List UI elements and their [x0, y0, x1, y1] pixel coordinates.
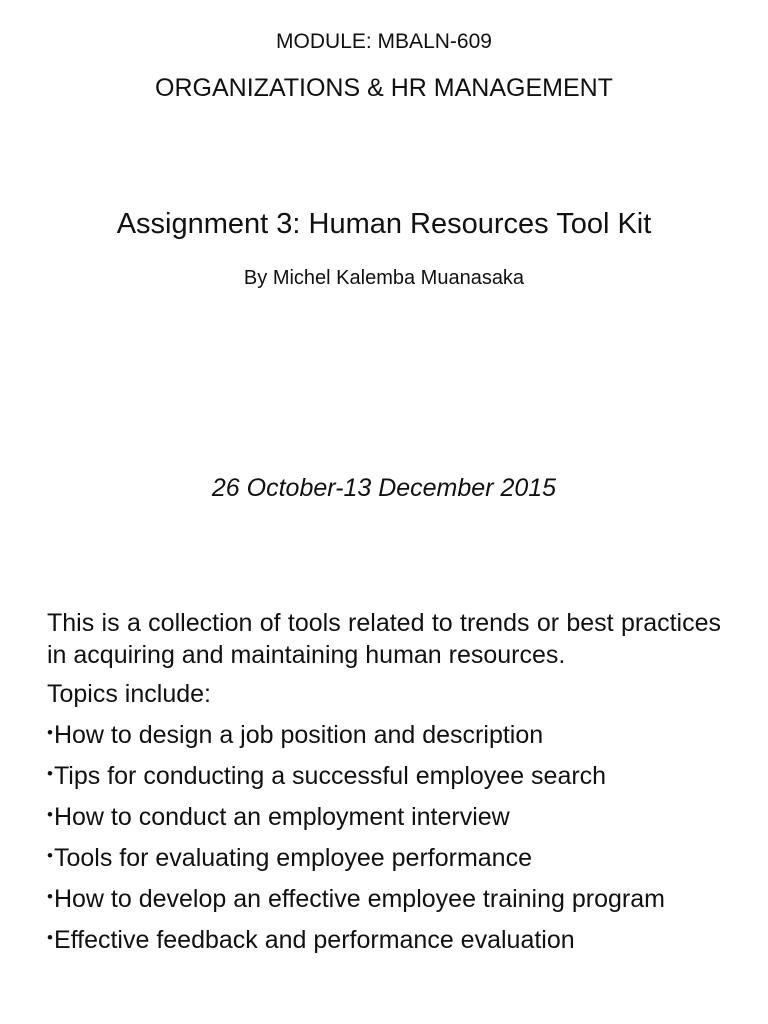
topic-text: Tools for evaluating employee performance [53, 844, 532, 872]
list-item [47, 758, 721, 792]
bullet-icon: • [47, 723, 53, 742]
list-item [47, 717, 721, 751]
author-line: By Michel Kalemba Muanasaka [243, 267, 525, 289]
bullet-icon: • [47, 764, 53, 783]
course-title: ORGANIZATIONS & HR MANAGEMENT [155, 74, 613, 102]
intro-paragraph: This is a collection of tools related to trends or best practices in acquiring and maintaining human resources. [47, 609, 721, 669]
bullet-icon: • [47, 805, 53, 824]
topics-label: Topics include: [47, 680, 211, 708]
topic-text: How to conduct an employment interview [53, 803, 510, 831]
bullet-icon: • [47, 846, 53, 865]
assignment-title: Assignment 3: Human Resources Tool Kit [116, 208, 652, 240]
bullet-icon: • [47, 928, 53, 947]
body-text [47, 607, 721, 963]
topics-list [47, 717, 721, 956]
topic-text: How to design a job position and description [53, 721, 544, 749]
topic-text: How to develop an effective employee training program [53, 885, 665, 913]
module-code: MODULE: MBALN-609 [276, 30, 492, 53]
list-item [47, 922, 721, 956]
date-range: 26 October-13 December 2015 [211, 474, 557, 502]
topic-text: Tips for conducting a successful employee search [53, 762, 607, 790]
list-item [47, 799, 721, 833]
list-item [47, 881, 721, 915]
bullet-icon: • [47, 887, 53, 906]
topic-text: Effective feedback and performance evaluation [53, 926, 575, 954]
list-item [47, 840, 721, 874]
